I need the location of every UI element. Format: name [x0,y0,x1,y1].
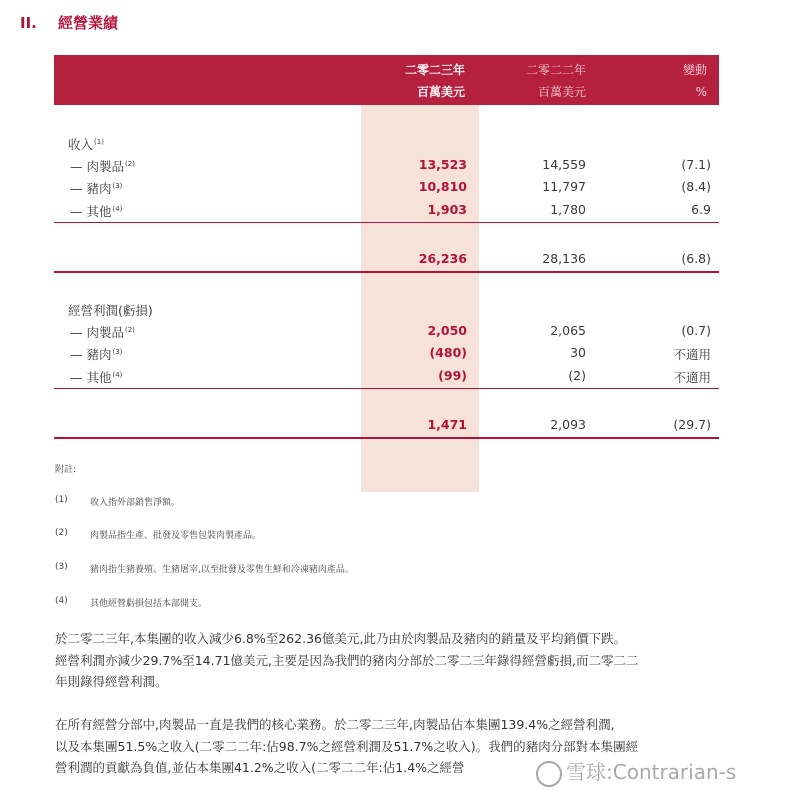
paragraph-line: 以及本集團51.5%之收入(二零二二年:佔98.7%之經營利潤及51.7%之收入)。我們的豬肉分部對本集團經 [55,738,639,754]
footnote-number: (2) [55,528,68,538]
value-2022: 30 [570,345,586,360]
paragraph-line: 營利潤的貢獻為負值,並佔本集團41.2%之收入(二零二二年:佔1.4%之經營 [55,760,465,775]
value-change: 不適用 [673,370,711,385]
table-header [54,55,719,105]
header-prev-year: 二零二二年 [525,63,586,77]
value-2023: 26,236 [418,251,467,266]
watermark [536,756,736,787]
table-row [54,365,719,387]
table-row [54,320,719,342]
divider [54,388,719,389]
value-change: (29.7) [673,417,711,432]
section-number: II. [20,14,37,32]
header-change-unit: % [695,85,707,99]
header-cur-unit: 百萬美元 [416,85,465,99]
section-heading [20,12,118,33]
footnote-number: (4) [55,596,68,606]
snowball-logo-icon [536,761,562,787]
row-label: — 其他$^{(4)}$ [70,204,123,219]
profit-total-row [54,414,719,436]
revenue-total-row [54,248,719,270]
table-row [54,199,719,221]
paragraph-line: 經營利潤亦減少29.7%至14.71億美元,主要是因為我們的豬肉分部於二零二三年錄得經營虧損,而二零二二 [55,652,639,668]
header-cur-year: 二零二三年 [404,63,465,77]
watermark-text: 雪球:Contrarian-s [566,760,737,784]
footnote-text: 肉製品指生產、批發及零售包裝肉製產品。 [90,531,262,541]
footnote-number: (3) [55,562,68,572]
paragraph-1 [55,628,775,693]
value-change: (8.4) [681,179,711,194]
divider [54,437,719,439]
paragraph-line: 年則錄得經營利潤。 [55,674,168,689]
section-title: 經營業績 [58,14,119,32]
divider [54,271,719,273]
value-change: (0.7) [681,323,711,338]
value-2023: (480) [429,345,467,360]
revenue-heading-row [54,132,719,154]
footnotes-heading: 附註: [55,465,77,475]
value-2022: 2,093 [550,417,586,432]
value-2022: 2,065 [550,323,586,338]
value-2023: 13,523 [418,157,467,172]
row-label: — 肉製品$^{(2)}$ [70,159,135,174]
header-prev-unit: 百萬美元 [537,85,586,99]
profit-label: 經營利潤(虧損) [68,303,153,318]
profit-heading-row [54,298,719,320]
paragraph-line: 於二零二三年,本集團的收入減少6.8%至262.36億美元,此乃由於肉製品及豬肉的銷量及平均銷價下跌。 [55,631,626,646]
value-2023: 1,471 [427,417,467,432]
paragraph-line: 在所有經營分部中,肉製品一直是我們的核心業務。於二零二三年,肉製品佔本集團139.4%之經營利潤, [55,717,615,732]
value-2023: 1,903 [427,202,467,217]
value-change: 6.9 [691,202,711,217]
value-2023: (99) [438,368,467,383]
row-label: — 其他$^{(4)}$ [70,370,123,385]
value-2022: 1,780 [550,202,586,217]
value-change: (6.8) [681,251,711,266]
value-2022: 11,797 [542,179,586,194]
row-label: — 豬肉$^{(3)}$ [70,347,123,362]
footnote-number: (1) [55,495,68,505]
divider [54,222,719,223]
table-row [54,154,719,176]
value-2023: 10,810 [418,179,467,194]
row-label: — 豬肉$^{(3)}$ [70,181,123,196]
table-row [54,342,719,364]
footnote-text: 豬肉指生豬養殖、生豬屠宰,以至批發及零售生鮮和冷凍豬肉產品。 [90,565,354,575]
row-label: — 肉製品$^{(2)}$ [70,325,135,340]
value-change: 不適用 [673,347,711,362]
header-change: 變動 [682,63,707,77]
table-row [54,176,719,198]
value-2023: 2,050 [427,323,467,338]
value-2022: 28,136 [542,251,586,266]
revenue-label: 收入$^{(1)}$ [68,137,104,152]
value-2022: (2) [568,368,586,383]
value-2022: 14,559 [542,157,586,172]
footnote-text: 其他經營虧損包括本部開支。 [90,599,208,609]
value-change: (7.1) [681,157,711,172]
footnote-text: 收入指外部銷售淨額。 [90,498,181,508]
